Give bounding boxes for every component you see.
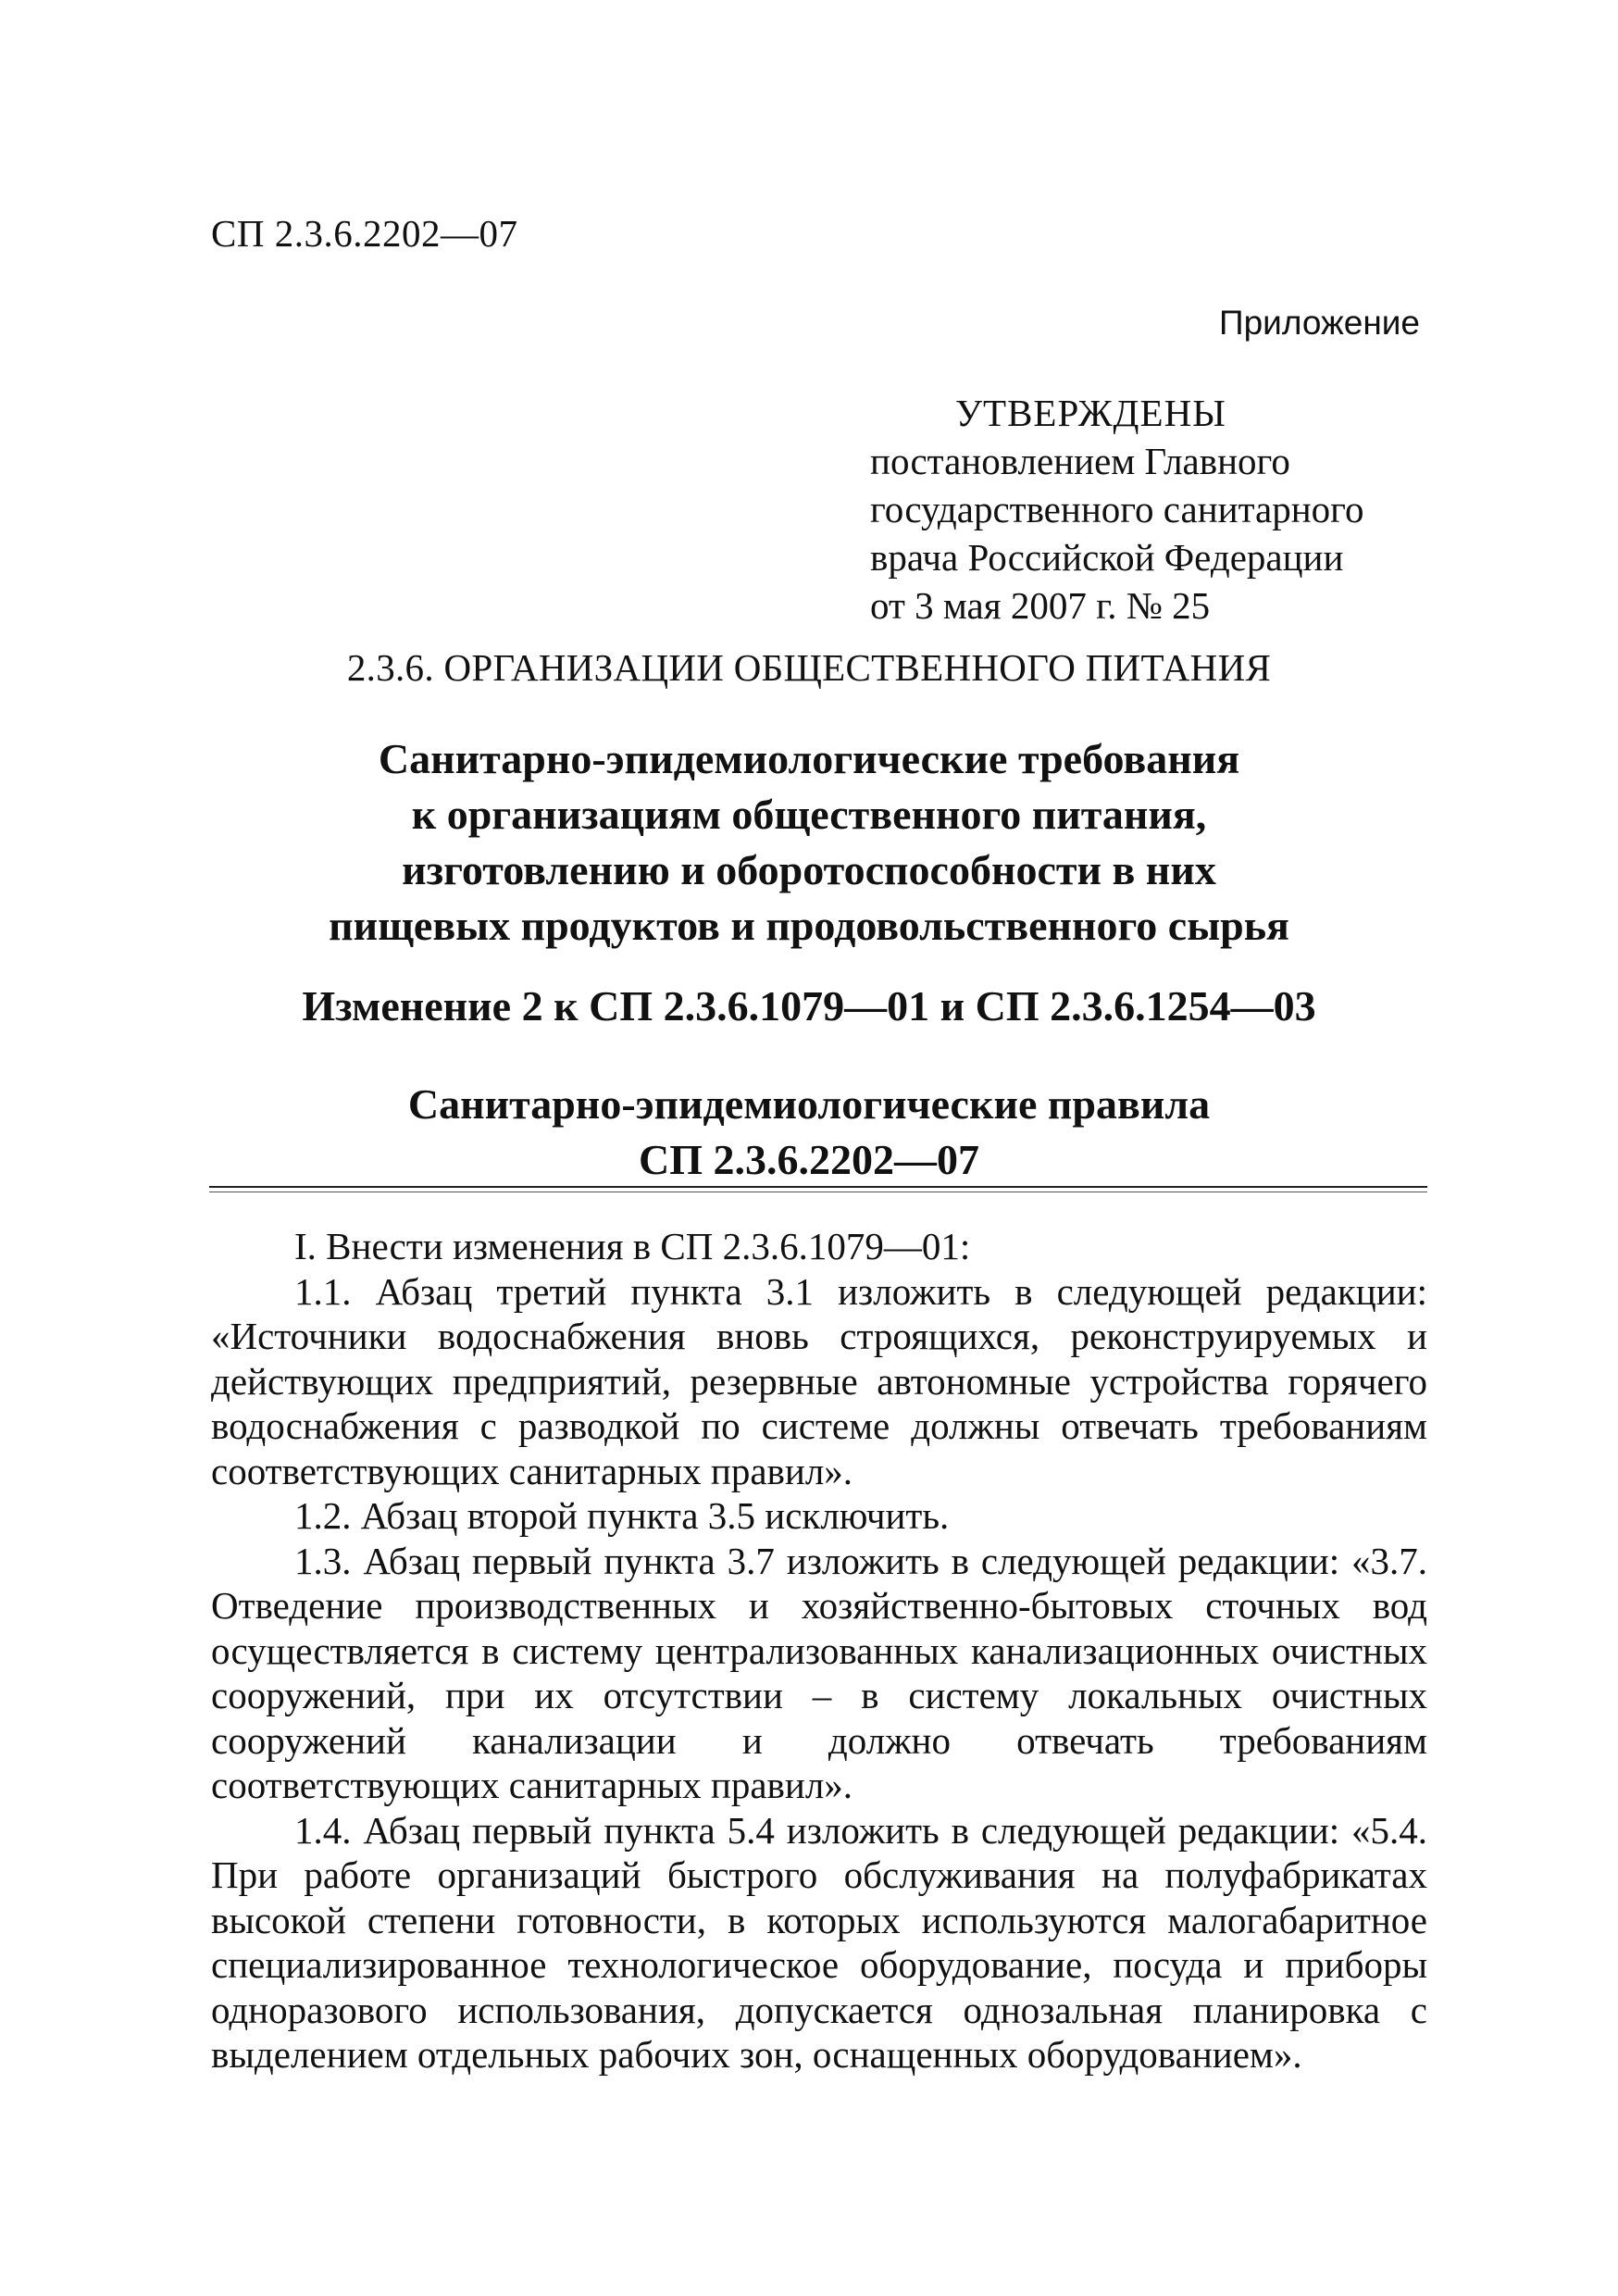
paragraph-intro: I. Внести изменения в СП 2.3.6.1079—01: [294,1225,971,1267]
paragraph-1-3: 1.3. Абзац первый пункта 3.7 изложить в следующей редакции: «3.7. Отведение производственных и хозяйственно-бытовых сточных вод осуществляется в систему централизованных канализационных очистных сооружений, при их отсутствии – в систему локальных очистных сооружений канализации и должно отвечать требованиям соответствующих санитарных правил». [211,1539,1427,1806]
appendix-label: Приложение [1218,304,1420,342]
approval-line: постановлением Главного [870,440,1290,482]
divider-line [209,1186,1427,1188]
section-title: 2.3.6. ОРГАНИЗАЦИИ ОБЩЕСТВЕННОГО ПИТАНИЯ [346,646,1272,689]
paragraph-1-2: 1.2. Абзац второй пункта 3.5 исключить. [294,1494,950,1537]
paragraph-1-4: 1.4. Абзац первый пункта 5.4 изложить в следующей редакции: «5.4. При работе организаций быстрого обслуживания на полуфабрикатах высокой степени готовности, в которых используются малогабаритное специализированное технологическое оборудование, посуда и приборы одноразового использования, допускается однозальная планировка с выделением отдельных рабочих зон, оснащенных оборудованием». [211,1808,1427,2076]
main-title-line: изготовлению и оборотоспособности в них [402,846,1216,893]
paragraph-1-1: 1.1. Абзац третий пункта 3.1 изложить в следующей редакции: «Источники водоснабжения вновь строящихся, реконструируемых и действующих предприятий, резервные автономные устройства горячего водоснабжения с разводкой по системе должны отвечать требованиям соответствующих санитарных правил». [211,1269,1427,1492]
rules-title-line: Санитарно-эпидемиологические правила [407,1080,1211,1128]
approved-heading: УТВЕРЖДЕНЫ [955,392,1226,434]
approval-block [870,389,1425,630]
approval-line: государственного санитарного [870,488,1364,530]
rules-code-line: СП 2.3.6.2202—07 [639,1136,979,1183]
amendment-title: Изменение 2 к СП 2.3.6.1079—01 и СП 2.3.6.1254—03 [302,982,1316,1029]
body-text [211,1224,1427,2078]
document-code-header: СП 2.3.6.2202—07 [211,212,518,255]
approval-date-line: от 3 мая 2007 г. № 25 [870,584,1211,627]
approval-line: врача Российской Федерации [870,536,1344,579]
main-title-line: пищевых продуктов и продовольственного сырья [329,902,1289,949]
main-title [0,731,1618,954]
rules-title [0,1077,1618,1188]
main-title-line: Санитарно-эпидемиологические требования [378,735,1240,782]
main-title-line: к организациям общественного питания, [411,791,1207,838]
